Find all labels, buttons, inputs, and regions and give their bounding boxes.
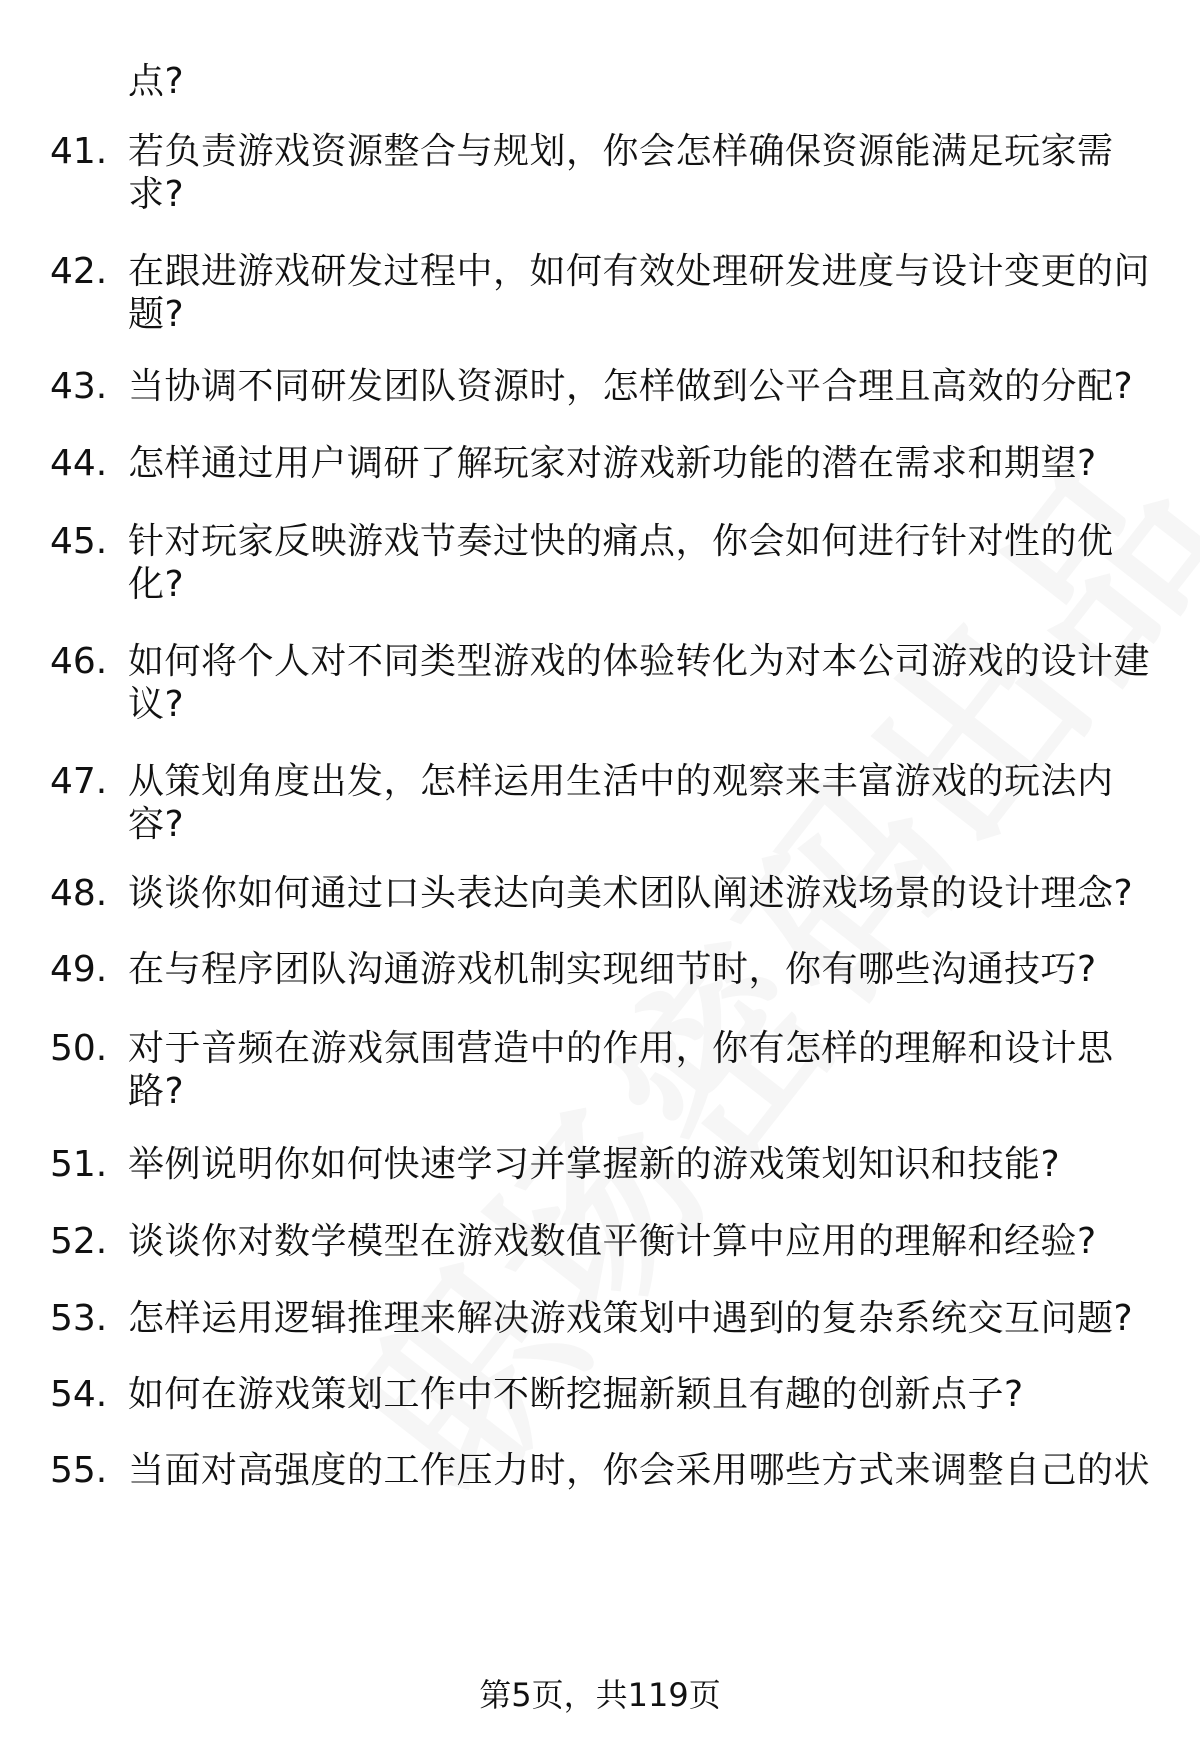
question-text-line: 怎样运用逻辑推理来解决游戏策划中遇到的复杂系统交互问题? — [128, 1298, 1134, 1339]
question-number: 50. — [50, 1028, 108, 1069]
question-number: 42. — [50, 251, 108, 292]
question-text-line: 议? — [128, 684, 185, 725]
question-text-line: 题? — [128, 294, 185, 335]
question-number: 44. — [50, 443, 108, 484]
question-text-line: 对于音频在游戏氛围营造中的作用，你有怎样的理解和设计思 — [128, 1028, 1114, 1069]
question-text-line: 当面对高强度的工作压力时，你会采用哪些方式来调整自己的状 — [128, 1450, 1151, 1491]
question-number: 51. — [50, 1144, 108, 1185]
question-number: 54. — [50, 1374, 108, 1415]
question-text-line: 路? — [128, 1071, 185, 1112]
question-text-line: 在跟进游戏研发过程中，如何有效处理研发进度与设计变更的问 — [128, 251, 1151, 292]
question-number: 46. — [50, 641, 108, 682]
question-text-line: 当协调不同研发团队资源时，怎样做到公平合理且高效的分配? — [128, 366, 1134, 407]
question-text-line: 若负责游戏资源整合与规划，你会怎样确保资源能满足玩家需 — [128, 131, 1114, 172]
question-number: 47. — [50, 761, 108, 802]
question-text-line: 容? — [128, 804, 185, 845]
question-number: 45. — [50, 521, 108, 562]
page-footer: 第5页，共119页 — [479, 1676, 721, 1714]
question-text-line: 求? — [128, 174, 185, 215]
question-text-line: 针对玩家反映游戏节奏过快的痛点，你会如何进行针对性的优 — [128, 521, 1114, 562]
question-text-line: 如何在游戏策划工作中不断挖掘新颖且有趣的创新点子? — [128, 1374, 1024, 1415]
question-text-line: 如何将个人对不同类型游戏的体验转化为对本公司游戏的设计建 — [128, 641, 1151, 682]
question-text-line: 怎样通过用户调研了解玩家对游戏新功能的潜在需求和期望? — [128, 443, 1097, 484]
question-number: 52. — [50, 1221, 108, 1262]
question-text-line: 化? — [128, 564, 185, 605]
question-number: 43. — [50, 366, 108, 407]
question-number: 48. — [50, 873, 108, 914]
question-number: 53. — [50, 1298, 108, 1339]
question-number: 41. — [50, 131, 108, 172]
question-text-line: 在与程序团队沟通游戏机制实现细节时，你有哪些沟通技巧? — [128, 949, 1097, 990]
question-text-line: 谈谈你如何通过口头表达向美术团队阐述游戏场景的设计理念? — [128, 873, 1134, 914]
continuation-line: 点? — [128, 61, 185, 102]
question-number: 49. — [50, 949, 108, 990]
question-number: 55. — [50, 1450, 108, 1491]
question-text-line: 从策划角度出发，怎样运用生活中的观察来丰富游戏的玩法内 — [128, 761, 1114, 802]
question-text-line: 谈谈你对数学模型在游戏数值平衡计算中应用的理解和经验? — [128, 1221, 1097, 1262]
question-text-line: 举例说明你如何快速学习并掌握新的游戏策划知识和技能? — [128, 1144, 1061, 1185]
